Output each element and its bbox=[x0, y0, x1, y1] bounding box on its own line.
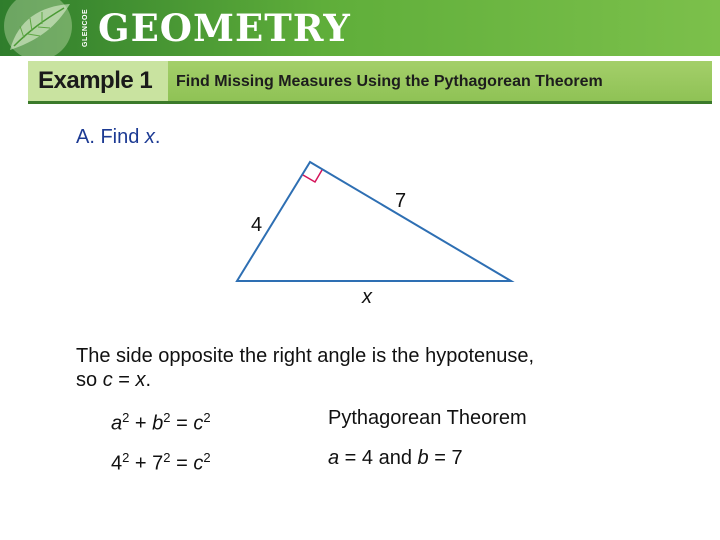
publisher-label: GLENCOE bbox=[82, 8, 89, 48]
side-label-left: 4 bbox=[251, 214, 263, 236]
right-triangle-figure bbox=[225, 155, 525, 310]
part-heading bbox=[76, 124, 160, 150]
triangle-shape bbox=[237, 162, 511, 281]
example-label: Example 1 bbox=[38, 67, 153, 94]
header-banner bbox=[0, 0, 720, 56]
explanation-line-1: The side opposite the right angle is the hypotenuse, bbox=[76, 345, 535, 367]
side-label-bottom: x bbox=[362, 286, 372, 308]
banner-underline bbox=[28, 101, 712, 104]
course-title: GEOMETRY bbox=[98, 6, 351, 50]
part-prefix: A. Find bbox=[76, 126, 145, 148]
right-angle-marker bbox=[303, 170, 322, 182]
divider bbox=[0, 56, 720, 59]
explanation-text bbox=[76, 344, 676, 392]
equation-2: $4^2 + 7^2 = c^2$ bbox=[111, 450, 211, 475]
part-variable: x bbox=[144, 126, 155, 148]
equation-1-reason: Pythagorean Theorem bbox=[328, 407, 527, 429]
side-label-right: 7 bbox=[395, 190, 407, 212]
equation-2-reason: a = 4 and b = 7 bbox=[328, 447, 463, 469]
equation-1: $a^2 + b^2 = c^2$ bbox=[111, 410, 211, 435]
part-suffix: . bbox=[154, 126, 161, 148]
explanation-line-2: so c = x. bbox=[76, 369, 152, 391]
example-title: Find Missing Measures Using the Pythagorean Theorem bbox=[176, 73, 603, 90]
